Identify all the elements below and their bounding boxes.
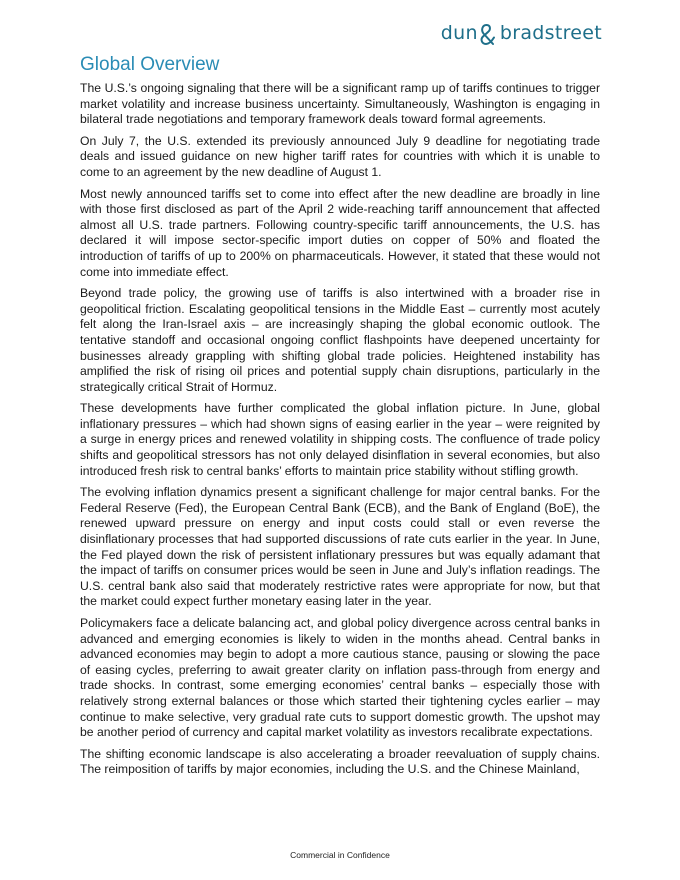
ampersand-logo-icon — [479, 20, 499, 46]
paragraph: The shifting economic landscape is also accelerating a broader reevaluation of supply chains. The reimposition of tariffs by major economies, including the U.S. and the Chinese Mainland, — [80, 746, 600, 777]
paragraph: Beyond trade policy, the growing use of tariffs is also intertwined with a broader rise in geopolitical friction. Escalating geopolitical tensions in the Middle East – currently most acutely felt along the Iran-Israel axis – are increasingly shaping the global economic outlook. The tentative standoff and occasional ongoing conflict flashpoints have deepened uncertainty for businesses already grappling with shifting global trade policies. Heightened instability has amplified the risk of rising oil prices and potential supply chain disruptions, particularly in the strategically critical Strait of Hormuz. — [80, 286, 600, 394]
logo-text-bradstreet: bradstreet — [499, 22, 602, 44]
paragraph: Policymakers face a delicate balancing act, and global policy divergence across central banks in advanced and emerging economies is likely to widen in the months ahead. Central banks in advanced economies may begin to adopt a more cautious stance, pausing or slowing the pace of easing cycles, preferring to await greater clarity on inflation pass-through from energy and trade shocks. In contrast, some emerging economies’ central banks – especially those with relatively strong external balances or those which started their tightening cycles earlier – may continue to make selective, very gradual rate cuts to support domestic growth. The upshot may be another period of currency and capital market volatility as investors recalibrate expectations. — [80, 616, 600, 740]
document-body — [80, 81, 600, 784]
footer-confidentiality-note: Commercial in Confidence — [290, 850, 390, 860]
page-title: Global Overview — [80, 54, 220, 75]
paragraph: These developments have further complicated the global inflation picture. In June, global inflationary pressures – which had shown signs of easing earlier in the year – were reignited by a surge in energy prices and renewed volatility in shipping costs. The confluence of trade policy shifts and geopolitical stressors has not only delayed disinflation in several economies, but also introduced fresh risk to central banks’ efforts to maintain price stability without stifling growth. — [80, 401, 600, 478]
paragraph: The U.S.’s ongoing signaling that there will be a significant ramp up of tariffs continues to trigger market volatility and increase business uncertainty. Simultaneously, Washington is engaging in bilateral trade negotiations and temporary framework deals toward formal agreements. — [80, 81, 600, 127]
paragraph: On July 7, the U.S. extended its previously announced July 9 deadline for negotiating trade deals and issued guidance on new higher tariff rates for countries with which it is unable to come to an agreement by the new deadline of August 1. — [80, 133, 600, 179]
logo-text-dun: dun — [440, 22, 478, 44]
dun-bradstreet-logo — [441, 20, 602, 46]
paragraph: Most newly announced tariffs set to come into effect after the new deadline are broadly in line with those first disclosed as part of the April 2 wide-reaching tariff announcement that affected almost all U.S. trade partners. Following country-specific tariff announcements, the U.S. has declared it will impose sector-specific import duties on copper of 50% and floated the introduction of tariffs of up to 200% on pharmaceuticals. However, it stated that these would not come into immediate effect. — [80, 186, 600, 279]
paragraph: The evolving inflation dynamics present a significant challenge for major central banks. For the Federal Reserve (Fed), the European Central Bank (ECB), and the Bank of England (BoE), the renewed upward pressure on energy and input costs could stall or even reverse the disinflationary processes that had supported discussions of rate cuts earlier in the year. In June, the Fed played down the risk of persistent inflationary pressures but was equally adamant that the impact of tariffs on consumer prices would be seen in June and July’s inflation readings. The U.S. central bank also said that moderately restrictive rates were appropriate for now, but that the market could expect further monetary easing later in the year. — [80, 485, 600, 609]
